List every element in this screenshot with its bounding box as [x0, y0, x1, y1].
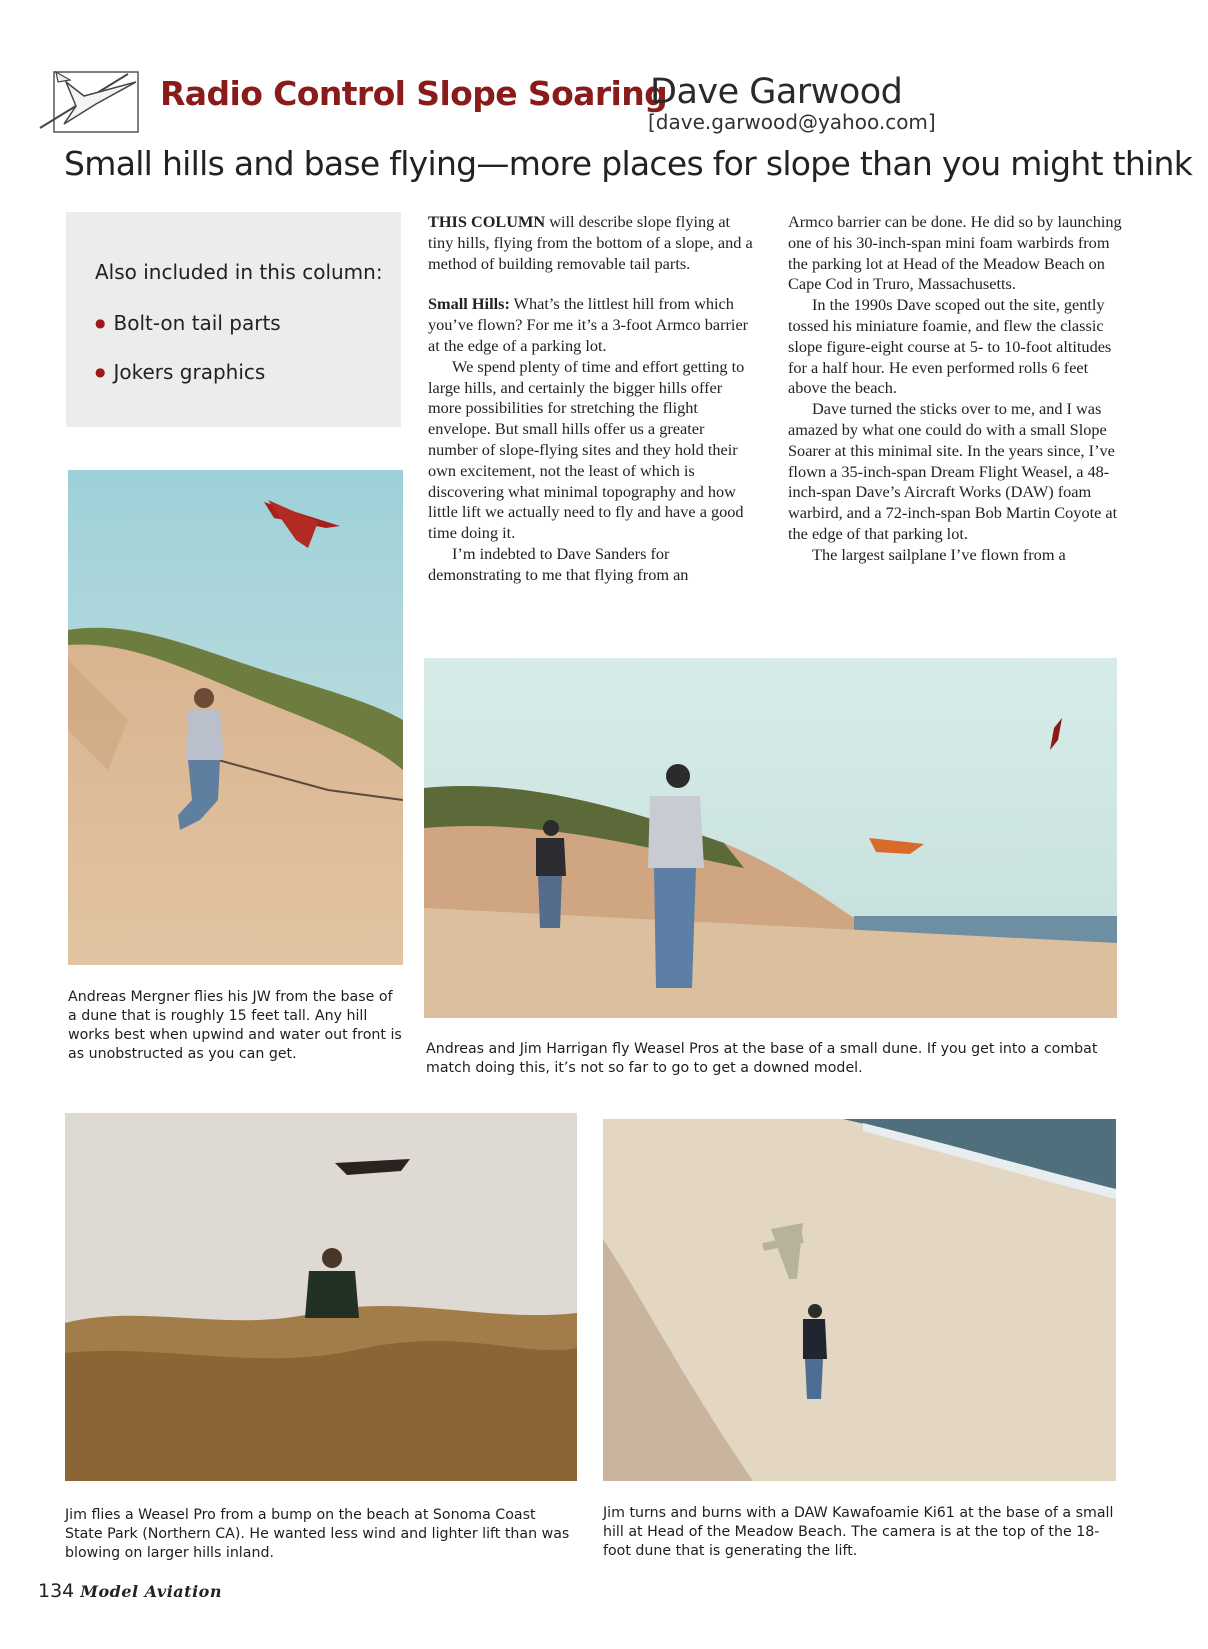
page-number: 134	[38, 1580, 75, 1602]
caption-photo-3: Jim flies a Weasel Pro from a bump on the beach at Sonoma Coast State Park (Northern CA). He wanted less wind and lighter lift than was blowing on larger hills inland.	[65, 1507, 570, 1561]
photo-dune-flyer	[68, 470, 403, 965]
paragraph: I’m indebted to Dave Sanders for demonstrating to me that flying from an	[428, 543, 689, 584]
article-column-1	[428, 212, 758, 586]
paragraph-text: What’s the littlest hill from which you’ve flown? For me it’s a 3-foot Armco barrier at the edge of a parking lot.	[428, 294, 749, 355]
paragraph: The largest sailplane I’ve flown from a	[812, 544, 1066, 564]
photo-beach-above	[603, 1119, 1116, 1481]
bullet-icon: ●	[95, 365, 106, 379]
bullet-icon: ●	[95, 316, 106, 330]
paragraph	[428, 212, 758, 274]
section-heading: Small Hills:	[428, 294, 510, 314]
paragraph: Armco barrier can be done. He did so by launching one of his 30-inch-span mini foam warbirds from the parking lot at Head of the Meadow Beach on Cape Cod in Truro, Massachusetts.	[788, 212, 1122, 294]
lead-in: THIS COLUMN	[428, 212, 546, 231]
paragraph: We spend plenty of time and effort getting to large hills, and certainly the bigger hills offer more possibilities for stretching the flight envelope. But small hills offer us a greater number of slope-flying sites and they hold their own excitement, not the least of which is discovering what minimal topography and how little lift we actually need to fly and have a good time doing it.	[428, 356, 745, 543]
sidebar-item	[95, 311, 281, 335]
article-headline: Small hills and base flying—more places for slope than you might think	[64, 144, 1193, 183]
caption-photo-2: Andreas and Jim Harrigan fly Weasel Pros at the base of a small dune. If you get into a combat match doing this, it’s not so far to go to get a downed model.	[426, 1041, 1098, 1076]
article-column-2	[788, 212, 1128, 566]
photo-grass-flyer	[65, 1113, 577, 1481]
column-title: Radio Control Slope Soaring	[160, 74, 668, 113]
page-footer	[38, 1580, 222, 1602]
caption-photo-1: Andreas Mergner flies his JW from the base of a dune that is roughly 15 feet tall. Any hill works best when upwind and water out front is as unobstructed as you can get.	[68, 989, 402, 1062]
paragraph: Dave turned the sticks over to me, and I was amazed by what one could do with a small Slope Soarer at this minimal site. In the years since, I’ve flown a 35-inch-span Dream Flight Weasel, a 48-inch-span Dave’s Aircraft Works (DAW) foam warbird, and a 72-inch-span Bob Martin Coyote at the edge of that parking lot.	[788, 399, 1118, 543]
sidebar-item-label: Jokers graphics	[113, 360, 266, 384]
paragraph-text: will describe slope flying at tiny hills, flying from the bottom of a slope, and a method of building removable tail parts.	[428, 212, 753, 273]
sidebar-title: Also included in this column:	[95, 260, 383, 284]
sidebar-item-label: Bolt-on tail parts	[113, 311, 281, 335]
sidebar-box	[66, 212, 401, 427]
photo-two-flyers	[424, 658, 1117, 1018]
caption-photo-4: Jim turns and burns with a DAW Kawafoamie Ki61 at the base of a small hill at Head of the Meadow Beach. The camera is at the top of the 18-foot dune that is generating the lift.	[603, 1505, 1114, 1559]
column-logo	[36, 62, 140, 134]
author-email[interactable]: [dave.garwood@yahoo.com]	[648, 110, 936, 134]
author-name: Dave Garwood	[650, 72, 903, 112]
paragraph: In the 1990s Dave scoped out the site, gently tossed his miniature foamie, and flew the classic slope figure-eight course at 5- to 10-foot altitudes for a half hour. He even performed rolls 6 feet above the beach.	[788, 295, 1112, 398]
paragraph	[428, 294, 758, 356]
magazine-name: Model Aviation	[80, 1582, 222, 1601]
sidebar-item	[95, 360, 265, 384]
